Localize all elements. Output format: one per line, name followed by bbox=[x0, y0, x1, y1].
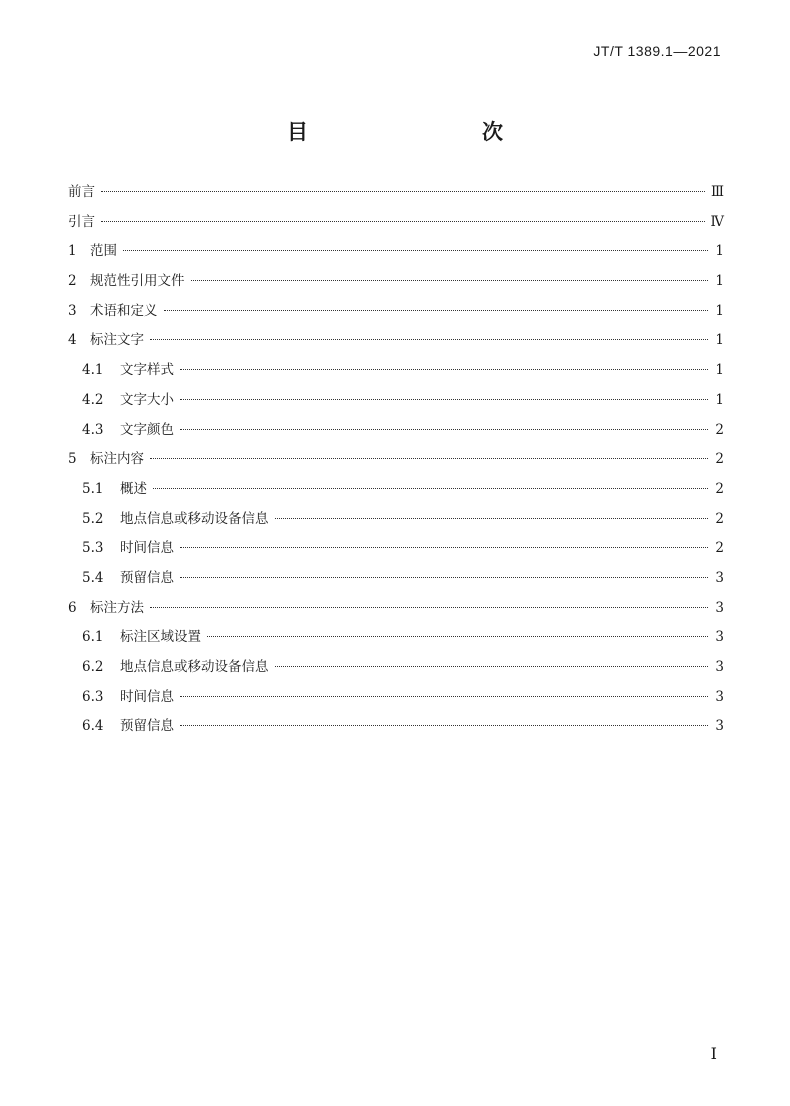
toc-entry[interactable] bbox=[68, 210, 724, 240]
toc-entry[interactable] bbox=[68, 566, 724, 596]
toc-dot-leader bbox=[164, 310, 709, 311]
toc-entry-page: 3 bbox=[715, 599, 724, 616]
toc-entry-page: 1 bbox=[715, 332, 724, 349]
toc-dot-leader bbox=[207, 636, 708, 637]
toc-dot-leader bbox=[180, 547, 708, 548]
toc-entry-number: 5 bbox=[68, 451, 77, 468]
toc-entry-number: 4.2 bbox=[82, 391, 104, 408]
toc-entry-label: 预留信息 bbox=[120, 569, 174, 586]
page-number: I bbox=[710, 1044, 717, 1063]
toc-entry-label: 预留信息 bbox=[120, 718, 174, 735]
toc-entry[interactable] bbox=[68, 388, 724, 418]
toc-entry[interactable] bbox=[68, 685, 724, 715]
toc-entry[interactable] bbox=[68, 239, 724, 269]
toc-entry[interactable] bbox=[68, 655, 724, 685]
toc-entry-page: 1 bbox=[715, 362, 724, 379]
toc-entry-number: 6.3 bbox=[82, 688, 104, 705]
toc-entry-label: 标注区域设置 bbox=[120, 629, 201, 646]
toc-entry[interactable] bbox=[68, 299, 724, 329]
toc-entry-number: 1 bbox=[68, 243, 77, 260]
toc-entry-page: Ⅲ bbox=[710, 184, 724, 200]
toc-entry-label: 概述 bbox=[120, 480, 147, 497]
toc-entry-label: 文字样式 bbox=[120, 362, 174, 379]
toc-entry-label: 标注方法 bbox=[90, 599, 144, 616]
toc-entry[interactable] bbox=[68, 477, 724, 507]
toc-entry-page: 3 bbox=[715, 569, 724, 586]
toc-entry-page: 3 bbox=[715, 688, 724, 705]
toc-entry-page: 1 bbox=[715, 243, 724, 260]
toc-entry[interactable] bbox=[68, 418, 724, 448]
toc-entry-page: 1 bbox=[715, 302, 724, 319]
toc-entry-label: 地点信息或移动设备信息 bbox=[120, 510, 269, 527]
toc-entry-page: 3 bbox=[715, 718, 724, 735]
toc-entry-page: 3 bbox=[715, 629, 724, 646]
toc-entry-label: 前言 bbox=[68, 184, 95, 200]
toc-entry-number: 2 bbox=[68, 273, 77, 290]
toc-entry-page: 2 bbox=[715, 510, 724, 527]
toc-entry[interactable] bbox=[68, 507, 724, 537]
toc-entry-page: 2 bbox=[715, 480, 724, 497]
toc-dot-leader bbox=[180, 577, 708, 578]
toc-entry[interactable] bbox=[68, 714, 724, 744]
toc-entry-number: 5.2 bbox=[82, 510, 104, 527]
toc-entry-label: 范围 bbox=[90, 243, 117, 260]
toc-entry-page: 1 bbox=[715, 273, 724, 290]
toc-entry-label: 引言 bbox=[68, 213, 95, 230]
toc-entry-page: 3 bbox=[715, 659, 724, 675]
toc-dot-leader bbox=[275, 518, 709, 519]
toc-entry-label: 时间信息 bbox=[120, 688, 174, 705]
toc-entry-label: 标注内容 bbox=[90, 451, 144, 468]
toc-entry-page: 2 bbox=[715, 421, 724, 438]
toc-dot-leader bbox=[150, 607, 708, 608]
toc-dot-leader bbox=[153, 488, 708, 489]
toc-dot-leader bbox=[101, 191, 705, 192]
toc-entry-number: 4.3 bbox=[82, 421, 104, 438]
toc-entry[interactable] bbox=[68, 180, 724, 210]
toc-entry[interactable] bbox=[68, 328, 724, 358]
toc-entry-label: 地点信息或移动设备信息 bbox=[120, 659, 269, 675]
toc-entry-number: 5.4 bbox=[82, 569, 104, 586]
toc-dot-leader bbox=[180, 725, 708, 726]
toc-entry-label: 文字大小 bbox=[120, 391, 174, 408]
toc-dot-leader bbox=[275, 666, 709, 667]
toc-entry-number: 6.4 bbox=[82, 718, 104, 735]
toc-entry-page: 1 bbox=[715, 391, 724, 408]
toc-entry-number: 6 bbox=[68, 599, 77, 616]
toc-dot-leader bbox=[101, 221, 705, 222]
toc-entry-number: 3 bbox=[68, 302, 77, 319]
table-of-contents bbox=[68, 180, 724, 744]
toc-entry-number: 6.1 bbox=[82, 629, 104, 646]
toc-entry-number: 4 bbox=[68, 332, 77, 349]
toc-entry[interactable] bbox=[68, 536, 724, 566]
toc-entry[interactable] bbox=[68, 625, 724, 655]
toc-entry-label: 标注文字 bbox=[90, 332, 144, 349]
toc-entry-number: 5.1 bbox=[82, 480, 104, 497]
toc-entry[interactable] bbox=[68, 269, 724, 299]
toc-dot-leader bbox=[191, 280, 709, 281]
toc-dot-leader bbox=[123, 250, 708, 251]
toc-dot-leader bbox=[180, 696, 708, 697]
toc-entry[interactable] bbox=[68, 447, 724, 477]
toc-entry-number: 4.1 bbox=[82, 362, 104, 379]
page-title: 目 次 bbox=[287, 120, 547, 144]
toc-entry-page: Ⅳ bbox=[710, 213, 724, 230]
toc-entry-label: 文字颜色 bbox=[120, 421, 174, 438]
toc-entry-number: 6.2 bbox=[82, 659, 104, 675]
toc-dot-leader bbox=[150, 339, 708, 340]
document-code: JT/T 1389.1—2021 bbox=[593, 43, 721, 59]
toc-dot-leader bbox=[180, 429, 708, 430]
toc-entry[interactable] bbox=[68, 358, 724, 388]
toc-entry-number: 5.3 bbox=[82, 540, 104, 557]
toc-dot-leader bbox=[180, 369, 708, 370]
toc-entry-page: 2 bbox=[715, 451, 724, 468]
toc-dot-leader bbox=[150, 458, 708, 459]
toc-entry-label: 规范性引用文件 bbox=[90, 273, 185, 290]
toc-entry-page: 2 bbox=[715, 540, 724, 557]
toc-entry-label: 术语和定义 bbox=[90, 302, 158, 319]
toc-dot-leader bbox=[180, 399, 708, 400]
toc-entry[interactable] bbox=[68, 596, 724, 626]
toc-entry-label: 时间信息 bbox=[120, 540, 174, 557]
